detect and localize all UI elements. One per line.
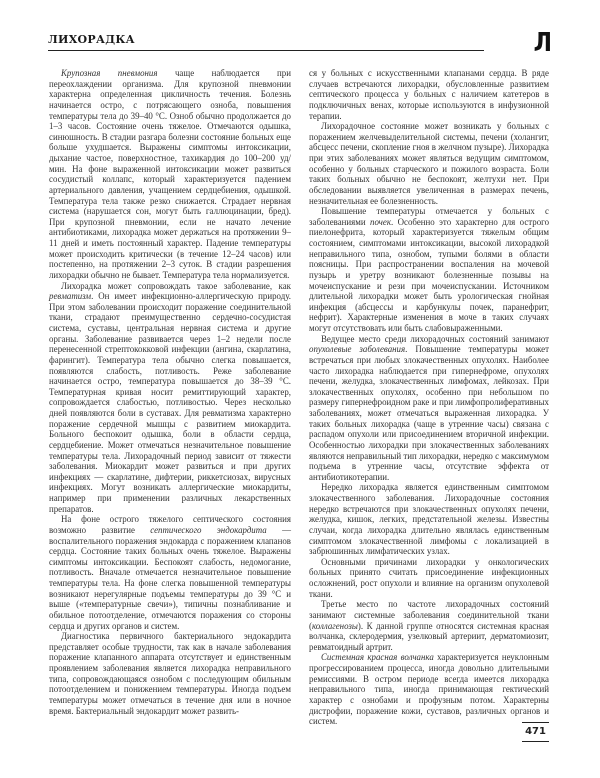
- left-column: [49, 68, 291, 716]
- text-segment: Диагностика первичного бактериального эндокардита представляет особые трудности, так как в начале заболевания поражение клапанного аппарата отсутствует и единственным проявлением заболевания является лихорадка неправильного типа, сопровождающаяся ознобом с последующим обильным потоотделением и понижением температуры. Иногда подъем температуры может отмечаться в течение дня или в ночное время. Бактериальный эндокардит может развить-: [49, 631, 291, 716]
- italic-term: Системная красная волчанка: [321, 652, 434, 663]
- text-segment: ся у больных с искусственными клапанами сердца. В ряде случаев встречаются лихорадки, обусловленные развитием септического процесса у больных с наличием катетеров в подключичных венах, которые используются в инфузионной терапии.: [309, 68, 549, 121]
- italic-term: почек: [370, 216, 392, 227]
- text-segment: . Повышение температуры может встречаться при любых злокачественных опухолях. Наиболее часто лихорадка наблюдается при гипернефроме, опухолях печени, желудка, злокачественных лимфомах, лейкозах. При злокачественных опухолях, особенно при небольшом по размеру гипернефроидном раке и при лимфопролиферативных заболеваниях, может отмечаться выраженная лихорадка. У таких больных лихорадка (чаще в утренние часы) связана с распадом опухоли или присоединением вторичной инфекции. Особенностью лихорадки при злокачественных заболеваниях являются неправильный тип лихорадки, нередко с максимумом подъема в утренние часы, отсутствие эффекта от антибиотикотерапии.: [309, 344, 549, 482]
- italic-term: ревматизм: [49, 291, 92, 302]
- italic-term: Крупозная пневмония: [61, 68, 158, 78]
- italic-term: коллагенозы: [311, 620, 358, 631]
- text-segment: Повышение температуры отмечается у больных с заболеваниями: [309, 206, 549, 227]
- paragraph: [49, 281, 291, 515]
- paragraph: [309, 652, 549, 726]
- text-segment: Лихорадка может сопровождать такое заболевание, как: [61, 280, 291, 291]
- header-rule: [48, 50, 484, 51]
- text-segment: . Он имеет инфекционно-аллергическую природу. При этом заболевании происходит поражение соединительной ткани, страдают преимущественно сердечно-сосудистая система, суставы, центральная нервная система и другие органы. Заболевание развивается через 1–2 недели после перенесенной стрептококковой инфекции (ангина, скарлатина, фарингит). Температура тела обычно слегка повышается, появляются слабость, потливость. Реже заболевание начинается остро, температура повышается до 38–39 °С. Температурная кривая носит ремиттирующий характер, сопровождается слабостью, потливостью. Через несколько дней появляются боли в суставах. Для ревматизма характерно поражение сердечной мышцы с развитием миокардита. Больного беспокоит одышка, боли в области сердца, сердцебиение. Может отмечаться незначительное повышение температуры тела. Лихорадочный период зависит от тяжести заболевания. Миокардит может развиться и при других инфекциях — скарлатине, дифтерии, риккетсиозах, вирусных инфекциях. Могут возникать аллергические миокардиты, например при применении различных лекарственных препаратов.: [49, 291, 291, 514]
- paragraph: [309, 206, 549, 334]
- running-header-title: ЛИХОРАДКА: [48, 33, 135, 46]
- page-number: 471: [522, 722, 549, 742]
- text-segment: На фоне острого тяжелого септического состояния возможно развитие: [49, 514, 291, 535]
- text-segment: Ведущее место среди лихорадочных состояний занимают: [321, 333, 549, 344]
- text-segment: — воспалительного поражения эндокарда с поражением клапанов сердца. Состояние таких больных очень тяжелое. Выражены симптомы интоксикации. Беспокоят слабость, недомогание, потливость. Вначале отмечается незначительное повышение температуры тела. На фоне слегка повышенной температуры возникают нерегулярные подъемы температуры до 39 °С и выше («температурные свечи»), типичны познабливание и обильное потоотделение, отмечаются поражения со стороны сердца и других органов и систем.: [49, 524, 291, 631]
- text-segment: Нередко лихорадка является единственным симптомом злокачественного заболевания. Лихорадочные состояния нередко встречаются при злокачественных опухолях печени, желудка, кишок, легких, предстательной железы. Известны случаи, когда лихорадка длительно являлась единственным симптомом злокачественной лимфомы с локализацией в забрюшинных лимфатических узлах.: [309, 482, 549, 557]
- paragraph: [309, 482, 549, 556]
- text-segment: чаще наблюдается при переохлаждении организма. Для крупозной пневмонии характерна определенная цикличность течения. Болезнь начинается остро, с потрясающего озноба, повышения температуры тела до 39–40 °С. Озноб обычно продолжается до 1–3 часов. Состояние очень тяжелое. Отмечаются одышка, синюшность. В стадии разгара болезни состояние больных еще больше ухудшается. Выражены симптомы интоксикации, дыхание частое, поверхностное, тахикардия до 100–200 уд/мин. На фоне выраженной интоксикации может развиться сосудистый коллапс, который характеризуется падением артериального давления, учащением сердцебиения, одышкой. Температура тела также резко снижается. Страдает нервная система (нарушается сон, могут быть галлюцинации, бред). При крупозной пневмонии, если не начато лечение антибиотиками, лихорадка может держаться на протяжении 9–11 дней и иметь постоянный характер. Падение температуры может происходить критически (в течение 12–24 часов) или постепенно, на протяжении 2–3 суток. В стадии разрешения лихорадки обычно не бывает. Температура тела нормализуется.: [49, 68, 291, 280]
- paragraph: [309, 68, 549, 121]
- text-segment: характеризуется неуклонным прогрессированием процесса, иногда довольно длительными ремиссиями. В остром периоде всегда имеется лихорадка неправильного типа, иногда принимающая гектический характер с ознобами и профузным потом. Характерны дистрофии, поражение кожи, суставов, различных органов и систем.: [309, 652, 549, 727]
- paragraph: [49, 631, 291, 716]
- paragraph: [309, 121, 549, 206]
- paragraph: [49, 514, 291, 631]
- text-segment: . Особенно это характерно для острого пиелонефрита, который характеризуется тяжелым общим состоянием, симптомами интоксикации, высокой лихорадкой неправильного типа, ознобом, тупыми болями в области поясницы. При распространении воспаления на мочевой пузырь и уретру возникают болезненные позывы на мочеиспускание и рези при мочеиспускании. Источником длительной лихорадки может быть урологическая гнойная инфекция (абсцессы и карбункулы почек, паранефрит, нефрит). Характерные изменения в моче в таких случаях могут отсутствовать или быть слабовыраженными.: [309, 216, 550, 333]
- italic-term: септического эндокардита: [150, 524, 267, 535]
- paragraph: [309, 334, 549, 483]
- paragraph: [309, 599, 549, 652]
- italic-term: опухолевые заболевания: [309, 344, 406, 355]
- text-segment: Лихорадочное состояние может возникать у больных с поражением желчевыделительной системы, печени (холангит, абсцесс печени, скопление гноя в желчном пузыре). Лихорадка при этих заболеваниях может являться ведущим симптомом, особенно у больных старческого и пожилого возраста. Боли таких больных обычно не беспокоят, желтухи нет. При обследовании выявляется увеличенная в размерах печень, незначительная ее болезненность.: [309, 121, 549, 206]
- section-letter: Л: [533, 28, 552, 58]
- paragraph: [309, 557, 549, 600]
- text-segment: ). К данной группе относятся системная красная волчанка, склеродермия, узелковый артериит, дерматомиозит, ревматоидный артрит.: [309, 620, 549, 652]
- paragraph: [49, 68, 291, 281]
- right-column: [309, 68, 549, 727]
- text-segment: Основными причинами лихорадки у онкологических больных принято считать присоединение инфекционных осложнений, рост опухоли и влияние на организм опухолевой ткани.: [309, 556, 549, 599]
- text-segment: Третье место по частоте лихорадочных состояний занимают системные заболевания соединительной ткани (: [309, 599, 549, 631]
